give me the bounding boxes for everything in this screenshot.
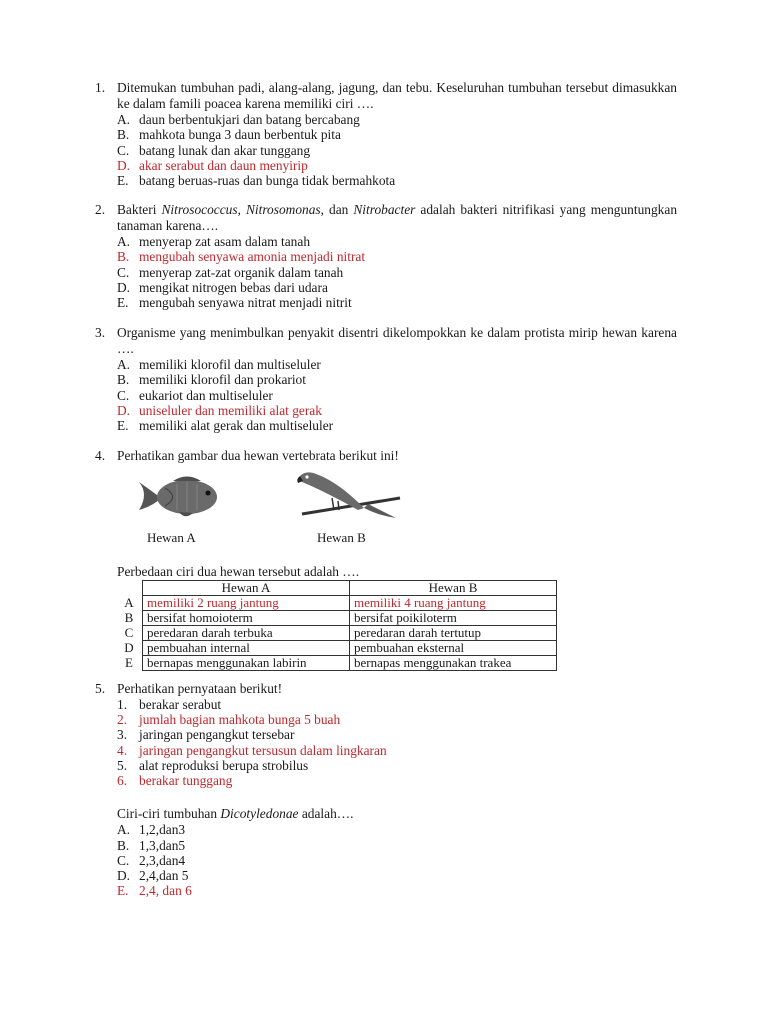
table-row[interactable]: E bernapas menggunakan labirin bernapas menggunakan trakea <box>122 656 557 671</box>
question-text: Organisme yang menimbulkan penyakit disentri dikelompokkan ke dalam protista mirip hewan karena …. <box>117 325 677 356</box>
option-c[interactable]: C. menyerap zat-zat organik dalam tanah <box>117 264 344 280</box>
table-header: Hewan B <box>350 581 557 596</box>
option-b[interactable]: B. 1,3,dan5 <box>117 837 186 853</box>
option-d[interactable]: D. mengikat nitrogen bebas dari udara <box>117 279 328 295</box>
option-list <box>117 112 677 188</box>
animal-figures <box>117 468 677 546</box>
option-b[interactable]: B. memiliki klorofil dan prokariot <box>117 372 306 388</box>
table-row[interactable]: C peredaran darah terbuka peredaran darah tertutup <box>122 626 557 641</box>
statement-item: 3. jaringan pengangkut tersebar <box>117 727 295 743</box>
option-c[interactable]: C. 2,3,dan4 <box>117 852 186 868</box>
option-a[interactable]: A. menyerap zat asam dalam tanah <box>117 234 311 249</box>
statement-item: 1. berakar serabut <box>117 697 222 712</box>
table-header: Hewan A <box>143 581 350 596</box>
question-text: Perhatikan gambar dua hewan vertebrata berikut ini! <box>117 448 399 463</box>
option-d[interactable]: D. 2,4,dan 5 <box>117 868 189 884</box>
option-list <box>117 822 677 898</box>
option-d[interactable]: D. uniseluler dan memiliki alat gerak <box>117 402 322 418</box>
parrot-icon <box>292 468 402 524</box>
option-list <box>117 357 677 433</box>
option-c[interactable]: C. batang lunak dan akar tunggang <box>117 142 311 158</box>
question-4 <box>95 448 677 671</box>
question-number: 4. <box>95 448 106 463</box>
option-a[interactable]: A. memiliki klorofil dan multiseluler <box>117 357 321 372</box>
question-number: 1. <box>95 80 106 95</box>
statement-item: 4. jaringan pengangkut tersusun dalam lingkaran <box>117 742 387 758</box>
statement-list <box>117 697 677 788</box>
option-b[interactable]: B. mahkota bunga 3 daun berbentuk pita <box>117 127 341 143</box>
comparison-table <box>122 580 557 671</box>
option-e[interactable]: E. batang beruas-ruas dan bunga tidak bermahkota <box>117 173 396 189</box>
table-header-row <box>122 581 557 596</box>
table-row[interactable]: A memiliki 2 ruang jantung memiliki 4 ruang jantung <box>122 596 557 611</box>
option-list <box>117 234 677 310</box>
question-3 <box>95 325 677 433</box>
option-e[interactable]: E. 2,4, dan 6 <box>117 883 192 899</box>
question-number: 5. <box>95 681 106 696</box>
question-1 <box>95 80 677 188</box>
question-subtext: Perbedaan ciri dua hewan tersebut adalah …. <box>117 564 360 579</box>
question-2 <box>95 202 677 310</box>
option-e[interactable]: E. memiliki alat gerak dan multiseluler <box>117 418 334 434</box>
option-a[interactable]: A. daun berbentukjari dan batang bercabang <box>117 112 360 127</box>
option-e[interactable]: E. mengubah senyawa nitrat menjadi nitrit <box>117 295 352 311</box>
option-c[interactable]: C. eukariot dan multiseluler <box>117 387 273 403</box>
question-text: Bakteri Nitrosococcus, Nitrosomonas, dan Nitrobacter adalah bakteri nitrifikasi yang menguntungkan tanaman karena…. <box>117 202 678 233</box>
question-number: 3. <box>95 325 106 340</box>
hewan-a-label: Hewan A <box>147 530 196 545</box>
question-subtext: Ciri-ciri tumbuhan Dicotyledonae adalah…. <box>117 806 354 822</box>
question-number: 2. <box>95 202 106 217</box>
option-b[interactable]: B. mengubah senyawa amonia menjadi nitrat <box>117 249 366 265</box>
table-row[interactable]: B bersifat homoioterm bersifat poikiloterm <box>122 611 557 626</box>
hewan-b-label: Hewan B <box>317 530 366 545</box>
option-a[interactable]: A. 1,2,dan3 <box>117 822 186 838</box>
question-5 <box>95 681 677 899</box>
option-d[interactable]: D. akar serabut dan daun menyirip <box>117 157 308 173</box>
fish-icon <box>135 472 227 520</box>
question-text: Ditemukan tumbuhan padi, alang-alang, jagung, dan tebu. Keseluruhan tumbuhan tersebut dimasukkan ke dalam famili poacea karena memiliki ciri …. <box>117 80 677 111</box>
question-text: Perhatikan pernyataan berikut! <box>117 681 283 696</box>
statement-item: 2. jumlah bagian mahkota bunga 5 buah <box>117 712 341 728</box>
statement-item: 6. berakar tunggang <box>117 773 233 789</box>
table-row[interactable]: D pembuahan internal pembuahan eksternal <box>122 641 557 656</box>
statement-item: 5. alat reproduksi berupa strobilus <box>117 757 309 773</box>
